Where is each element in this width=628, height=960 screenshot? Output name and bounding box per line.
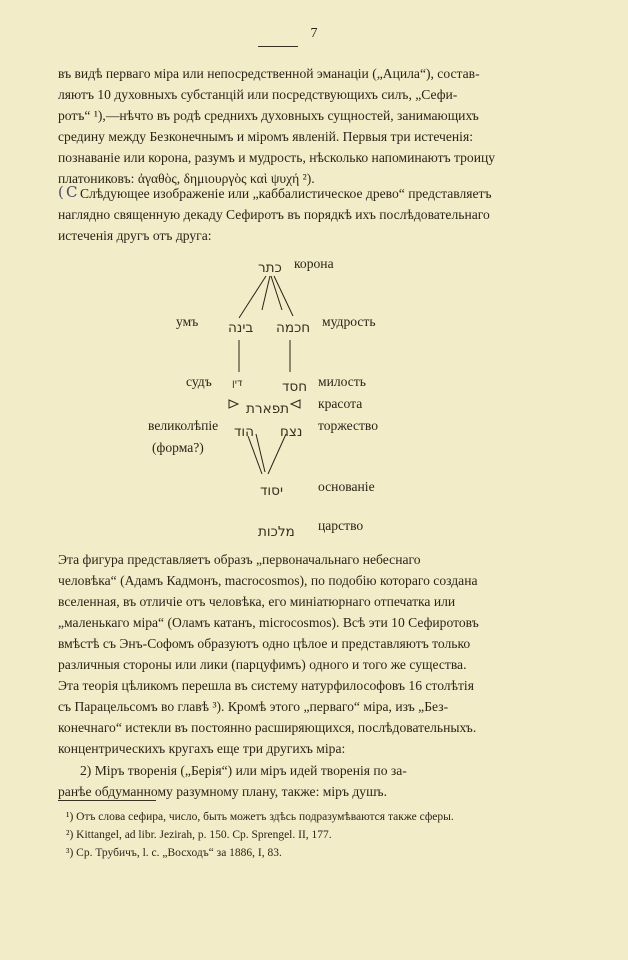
text-line: средину между Безконечнымъ и міромъ явленій. Первыя три истеченія: (58, 129, 473, 144)
text-line: „маленькаго міра“ (Оламъ катанъ, microcosmos). Всѣ эти 10 Сефиротовъ (58, 615, 479, 630)
text-line: ротъ“ ¹),—нѣчто въ родѣ среднихъ духовныхъ сущностей, занимающихъ (58, 108, 479, 123)
footnote-3: ³) Ср. Трубичъ, l. с. „Восходъ“ за 1886, I, 83. (66, 847, 282, 859)
text-line: наглядно священную декаду Сефиротъ въ порядкѣ ихъ послѣдовательнаго (58, 207, 490, 222)
paragraph-2 (58, 183, 562, 246)
hod-hebrew: הוד (234, 424, 255, 440)
paragraph-1 (58, 63, 562, 189)
handwritten-bracket: ( (58, 183, 64, 201)
chokmah-hebrew: חכמה (276, 320, 311, 336)
text-line: ранѣе обдуманному разумному плану, также: міръ душъ. (58, 784, 387, 799)
text-line: вмѣстѣ съ Энъ-Софомъ образуютъ одно цѣлое и представляютъ только (58, 636, 471, 651)
text-line: 2) Міръ творенія („Берія“) или міръ идей творенія по за- (80, 763, 407, 778)
keter-label: корона (294, 256, 334, 271)
text-line: концентрическихъ кругахъ еще три другихъ міра: (58, 741, 346, 756)
chesed-hebrew: חסד (282, 379, 308, 395)
text-line: платониковъ: ἀγαθὸς, δημιουργὸς καὶ ψυχή ²). (58, 171, 315, 186)
tiferet-hebrew: תפארת (246, 401, 290, 417)
hod-label: великолѣпіе (148, 418, 219, 433)
binah-hebrew: בינה (228, 320, 254, 336)
text-line: человѣка“ (Адамъ Кадмонъ, macrocosmos), по подобію котораго создана (58, 573, 478, 588)
paragraph-3 (58, 549, 562, 759)
din-label: судъ (186, 374, 212, 389)
footnote-2: ²) Kittangel, ad libr. Jezirah, p. 150. Ср. Sprengel. II, 177. (66, 829, 332, 841)
text-line: познаваніе или корона, разумъ и мудрость, нѣсколько напоминаютъ троицу (58, 150, 496, 165)
paragraph-4 (58, 760, 562, 802)
text-line: Эта теорія цѣликомъ перешла въ систему натурфилософовъ 16 столѣтія (58, 678, 474, 693)
sefirot-tree-diagram (0, 248, 628, 538)
chokmah-label: мудрость (322, 314, 376, 329)
tiferet-label: красота (318, 396, 363, 411)
yesod-label: основаніе (318, 479, 375, 494)
text-line: различныя стороны или лики (парцуфимъ) одного и того же существа. (58, 657, 467, 672)
page-number-rule (258, 46, 298, 47)
footnotes (58, 808, 568, 862)
netzach-hebrew: נצח (280, 424, 303, 440)
footnote-rule (58, 800, 156, 801)
binah-label: умъ (176, 314, 199, 329)
page-number: 7 (310, 26, 318, 41)
text-line: вселенная, въ отличіе отъ человѣка, его миніатюрнаго отпечатка или (58, 594, 456, 609)
malkut-label: царство (318, 518, 364, 533)
text-line: конечнаго“ истекли въ постоянно расширяющихся, послѣдовательныхъ. (58, 720, 477, 735)
tree-lines (0, 248, 628, 538)
text-line: истеченія другъ отъ друга: (58, 228, 212, 243)
text-line: Слѣдующее изображеніе или „каббалистическое древо“ представляетъ (80, 186, 492, 201)
malkut-hebrew: מלכות (258, 524, 295, 540)
text-line: Эта фигура представляетъ образъ „первоначальнаго небеснаго (58, 552, 421, 567)
din-hebrew: דין (232, 378, 243, 389)
text-line: ляютъ 10 духовныхъ субстанцій или посредствующихъ силъ, „Сефи- (58, 87, 458, 102)
keter-hebrew: כתר (258, 260, 282, 276)
hod-sublabel: (форма?) (152, 440, 204, 455)
netzach-label: торжество (318, 418, 379, 433)
footnote-1: ¹) Отъ слова сефира, число, быть можетъ здѣсь подразумѣваются также сферы. (66, 811, 454, 823)
yesod-hebrew: יסוד (260, 483, 283, 499)
handwritten-letter: С (66, 183, 78, 201)
text-line: въ видѣ первaго міра или непосредственной эманаціи („Ацила“), состав- (58, 66, 480, 81)
text-line: съ Парацельсомъ во главѣ ³). Кромѣ этого „перваго“ міра, изъ „Без- (58, 699, 449, 714)
chesed-label: милость (318, 374, 366, 389)
